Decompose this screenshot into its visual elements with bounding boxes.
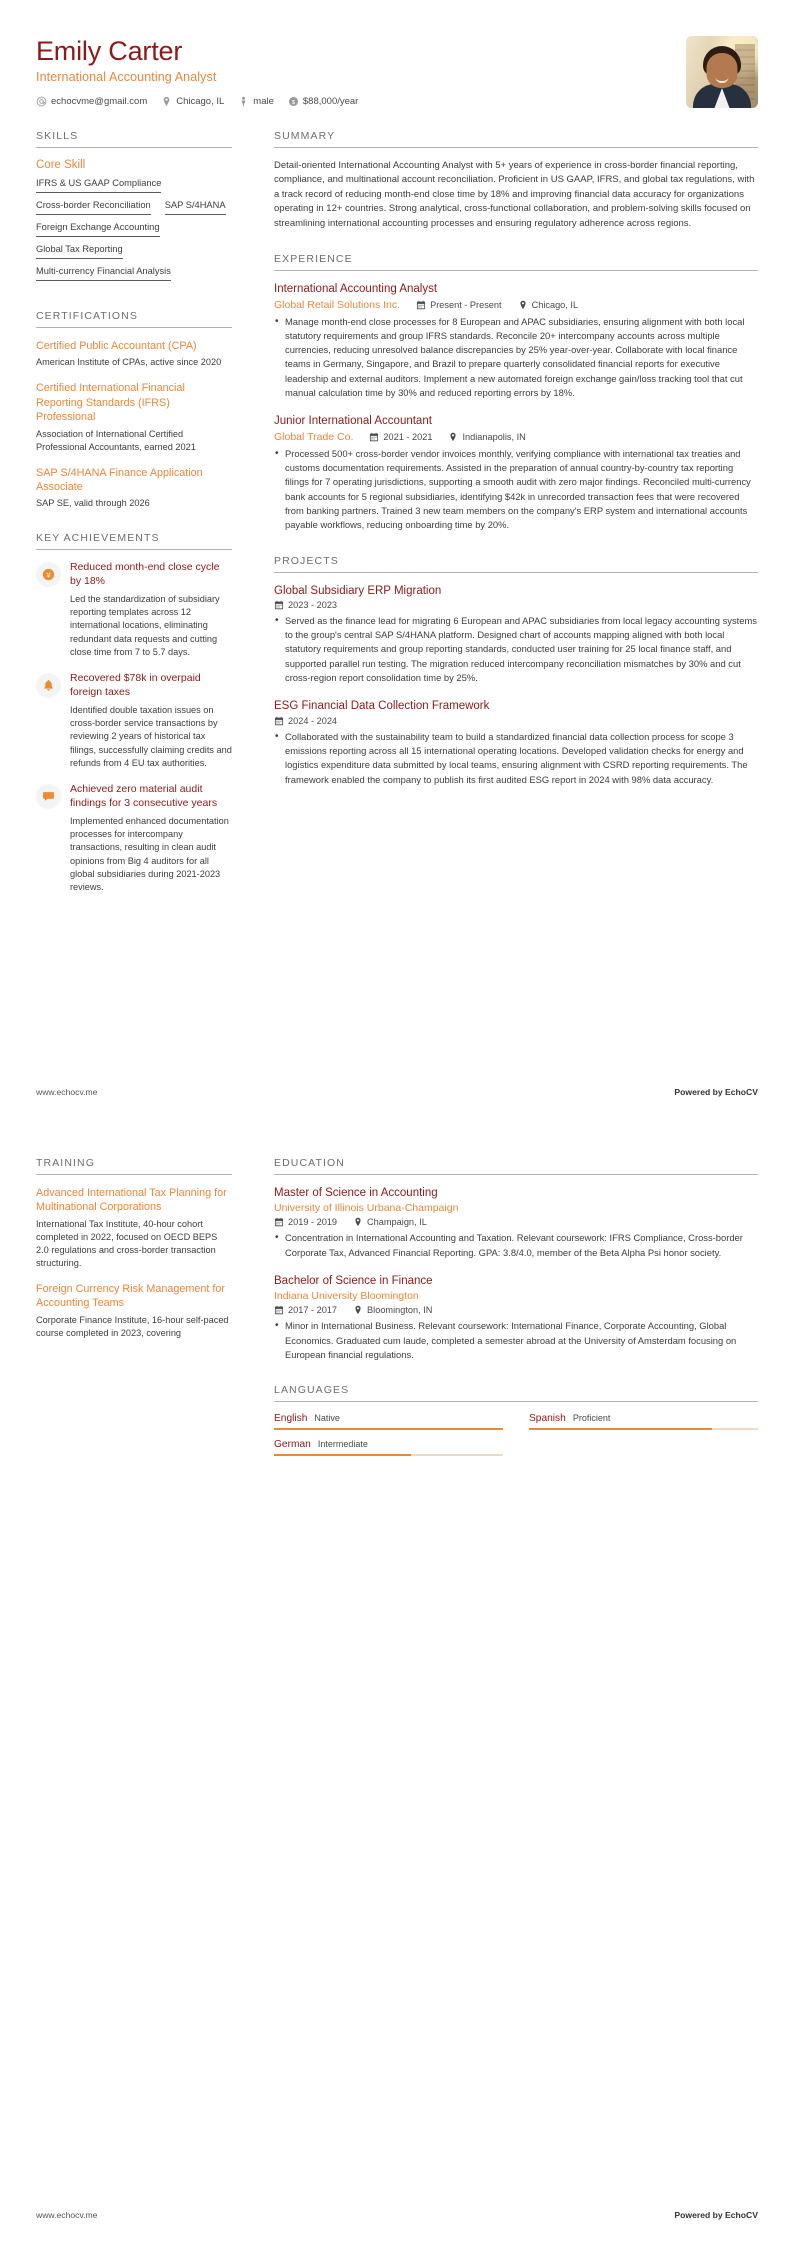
location-pin-icon xyxy=(448,432,458,442)
person-icon xyxy=(238,96,249,107)
bullet-item: • Collaborated with the sustainability team to build a standardized financial data collection process for scope 3 emissions reporting across all 15 international operating locations. Developed validation checks for energy and logistics expenditure data submitted by local teams, ensuring alignment with CSRD reporting requirements. The framework enabled the company to publish its first audited ESG report in 2024 with 98% data accuracy. xyxy=(274,730,758,787)
skill-item: Multi-currency Financial Analysis xyxy=(36,266,171,281)
section-certifications xyxy=(36,310,232,510)
project-dates-value: 2024 - 2024 xyxy=(288,715,338,726)
location-pin-icon xyxy=(161,96,172,107)
education-school: Indiana University Bloomington xyxy=(274,1290,419,1303)
location-pin-icon xyxy=(353,1217,363,1227)
certification-item xyxy=(36,381,232,453)
language-item xyxy=(274,1439,503,1456)
language-row xyxy=(529,1413,758,1424)
certification-name: Certified International Financial Reporting Standards (IFRS) Professional xyxy=(36,382,185,424)
project-bullets xyxy=(274,730,758,787)
education-dates-value: 2017 - 2017 xyxy=(288,1305,338,1316)
project-meta xyxy=(274,716,758,726)
certification-issuer: American Institute of CPAs, active since 2020 xyxy=(36,357,222,368)
page1-columns xyxy=(36,130,758,917)
achievement-body xyxy=(70,783,232,894)
project-bullets xyxy=(274,614,758,685)
page2-right-column xyxy=(248,1157,758,1478)
training-item xyxy=(36,1186,232,1270)
certification-item xyxy=(36,339,232,369)
education-location xyxy=(353,1217,427,1227)
experience-location-value: Indianapolis, IN xyxy=(462,431,526,442)
page1-left-column xyxy=(36,130,248,917)
calendar-icon xyxy=(416,300,426,310)
experience-meta xyxy=(274,299,758,311)
education-degree: Bachelor of Science in Finance xyxy=(274,1274,433,1287)
training-details: Corporate Finance Institute, 16-hour self-paced course completed in 2023, covering xyxy=(36,1314,229,1338)
education-dates xyxy=(274,1305,337,1315)
language-proficiency-bar xyxy=(529,1428,758,1430)
project-entry xyxy=(274,584,758,686)
achievement-description: Identified double taxation issues on cross-border service transactions by reviewing 2 years of historical tax filings, successfully claiming credits and refunds from 4 EU tax authorities. xyxy=(70,704,232,769)
calendar-icon xyxy=(274,1305,284,1315)
calendar-icon xyxy=(369,432,379,442)
skill-item: IFRS & US GAAP Compliance xyxy=(36,178,161,193)
training-name: Foreign Currency Risk Management for Accounting Teams xyxy=(36,1282,226,1310)
experience-organization: Global Retail Solutions Inc. xyxy=(274,298,401,311)
experience-organization: Global Trade Co. xyxy=(274,430,354,443)
skill-item: Cross-border Reconciliation xyxy=(36,200,151,215)
candidate-job-title: International Accounting Analyst xyxy=(36,70,217,85)
contact-gender xyxy=(238,96,274,107)
education-bullets xyxy=(274,1319,758,1362)
experience-bullets xyxy=(274,447,758,533)
project-dates xyxy=(274,716,337,726)
education-location xyxy=(353,1305,432,1315)
experience-location xyxy=(448,432,525,442)
language-level: Intermediate xyxy=(317,1439,368,1450)
section-projects xyxy=(274,555,758,787)
contact-location xyxy=(161,96,224,107)
section-title-projects: PROJECTS xyxy=(274,555,758,573)
language-proficiency-bar xyxy=(274,1428,503,1430)
section-title-experience: EXPERIENCE xyxy=(274,253,758,271)
language-level: Proficient xyxy=(572,1413,611,1424)
calendar-icon xyxy=(274,1217,284,1227)
education-dates-value: 2019 - 2019 xyxy=(288,1217,338,1228)
section-title-training: TRAINING xyxy=(36,1157,232,1175)
svg-text:$: $ xyxy=(291,100,296,107)
section-education xyxy=(274,1157,758,1362)
education-entry xyxy=(274,1274,758,1362)
skills-list xyxy=(36,178,232,288)
calendar-icon xyxy=(274,600,284,610)
language-name: Spanish xyxy=(529,1413,566,1425)
bullet-item: • Processed 500+ cross-border vendor invoices monthly, verifying compliance with international tax treaties and customs documentation requirements. Assisted in the preparation of annual country-by-country tax reporting filings for 7 operating jurisdictions, supporting a smooth audit with zero major findings. Reconciled multi-currency bank accounts for 5 regional subsidiaries, identifying $42k in unrecorded transaction fees that were recovered from banking partners. Trained 3 new team members on the company's ERP system and international accounts payable workflows, reducing onboarding time by 20%. xyxy=(274,447,758,533)
page1-right-column xyxy=(248,130,758,809)
comment-icon xyxy=(36,784,61,809)
footer-powered-by: Powered by EchoCV xyxy=(674,2210,758,2220)
currency-yen-icon xyxy=(36,562,61,587)
contact-location-value: Chicago, IL xyxy=(176,96,225,108)
training-name: Advanced International Tax Planning for Multinational Corporations xyxy=(36,1187,227,1214)
project-meta xyxy=(274,600,758,610)
bullet-item: • Served as the finance lead for migrating 6 European and APAC subsidiaries from local legacy accounting systems to the group's central SAP S/4HANA platform. Designed chart of accounts mapping aligned with both local statutory requirements and group reporting standards, conducted user training for 25 local finance staff, and supported parallel run testing. The migration reduced intercompany reconciliation mismatches by 30% and cut cross-region report consolidation time by 25%. xyxy=(274,614,758,685)
contact-email-value: echocvme@gmail.com xyxy=(51,96,148,108)
section-title-summary: SUMMARY xyxy=(274,130,758,148)
skills-group-label: Core Skill xyxy=(36,159,86,171)
location-pin-icon xyxy=(353,1305,363,1315)
section-languages xyxy=(274,1384,758,1456)
section-title-skills: SKILLS xyxy=(36,130,232,148)
language-item xyxy=(529,1413,758,1430)
language-row xyxy=(274,1413,503,1424)
achievement-item xyxy=(36,561,232,659)
skill-item: Foreign Exchange Accounting xyxy=(36,222,160,237)
section-skills xyxy=(36,130,232,288)
education-degree: Master of Science in Accounting xyxy=(274,1187,438,1199)
training-details: International Tax Institute, 40-hour cohort completed in 2022, focused on OECD BEPS 2.0 regulations and cross-border transaction structuring. xyxy=(36,1218,218,1268)
certification-name: Certified Public Accountant (CPA) xyxy=(36,340,197,352)
experience-bullets xyxy=(274,315,758,401)
experience-dates xyxy=(369,432,432,442)
education-school: University of Illinois Urbana-Champaign xyxy=(274,1202,459,1215)
achievement-title: Achieved zero material audit findings for 3 consecutive years xyxy=(70,783,218,810)
contact-salary-value: $88,000/year xyxy=(302,96,359,108)
achievement-body xyxy=(70,672,232,770)
achievement-description: Led the standardization of subsidiary reporting templates across 12 international locations, eliminating redundant data requests and cutting close time from 7 to 5.7 days. xyxy=(70,593,220,658)
experience-dates-value: 2021 - 2021 xyxy=(383,431,433,442)
contact-salary xyxy=(288,96,358,107)
experience-location xyxy=(518,300,578,310)
language-item xyxy=(274,1413,503,1430)
page2-left-column xyxy=(36,1157,248,1362)
contact-gender-value: male xyxy=(253,96,274,108)
experience-meta xyxy=(274,431,758,443)
language-name: English xyxy=(274,1413,308,1425)
skill-item: SAP S/4HANA xyxy=(165,200,226,215)
resume-header xyxy=(36,30,758,108)
education-location-value: Champaign, IL xyxy=(367,1217,427,1228)
project-title: ESG Financial Data Collection Framework xyxy=(274,700,490,713)
achievement-title: Recovered $78k in overpaid foreign taxes xyxy=(70,672,201,699)
experience-title: Junior International Accountant xyxy=(274,415,432,428)
summary-text: Detail-oriented International Accounting Analyst with 5+ years of experience in cross-border financial reporting, compliance, and multinational account reconciliation. Proficient in US GAAP, IFRS, and global tax regulations, with a track record of reducing month-end close time by 18% and improving financial data accuracy for organizations operating in 12+ countries. Strong analytical, cross-functional collaboration, and problem-solving skills focused on streamlining international accounting processes and ensuring regulatory adherence across regions. xyxy=(274,160,755,229)
education-meta xyxy=(274,1305,758,1315)
contact-row xyxy=(36,96,686,107)
education-bullets xyxy=(274,1231,758,1260)
svg-text:¥: ¥ xyxy=(46,570,51,580)
skill-item: Global Tax Reporting xyxy=(36,244,123,259)
avatar xyxy=(686,36,758,108)
languages-grid xyxy=(274,1413,758,1456)
page1-footer xyxy=(36,1087,758,1097)
section-title-key-achievements: KEY ACHIEVEMENTS xyxy=(36,532,232,550)
education-dates xyxy=(274,1217,337,1227)
section-experience xyxy=(274,253,758,532)
bullet-item: • Minor in International Business. Relevant coursework: International Finance, Corporate Accounting, Global Economics. Graduated cum laude, completed a semester abroad at the University of Amsterdam focusing on European financial regulations. xyxy=(274,1319,758,1362)
email-icon xyxy=(36,96,47,107)
section-training xyxy=(36,1157,232,1340)
education-meta xyxy=(274,1217,758,1227)
education-location-value: Bloomington, IN xyxy=(367,1305,433,1316)
certification-item xyxy=(36,466,232,511)
achievement-description: Implemented enhanced documentation processes for intercompany transactions, resulting in clean audit opinions from Big 4 auditors for all global subsidiaries during 2021-2023 reviews. xyxy=(70,815,229,893)
bell-icon xyxy=(36,673,61,698)
experience-entry xyxy=(274,414,758,532)
achievement-item xyxy=(36,783,232,894)
footer-powered-by: Powered by EchoCV xyxy=(674,1087,758,1097)
experience-entry xyxy=(274,282,758,400)
section-title-certifications: CERTIFICATIONS xyxy=(36,310,232,328)
header-left xyxy=(36,34,686,107)
project-entry xyxy=(274,699,758,787)
section-title-languages: LANGUAGES xyxy=(274,1384,758,1402)
bullet-item: • Concentration in International Accounting and Taxation. Relevant coursework: IFRS Compliance, Cross-border Corporate Tax, Advanced Financial Reporting. GPA: 3.8/4.0, member of the Beta Alpha Psi honor society. xyxy=(274,1231,758,1260)
achievement-item xyxy=(36,672,232,770)
section-summary xyxy=(274,130,758,231)
contact-email[interactable] xyxy=(36,96,147,107)
language-proficiency-bar xyxy=(274,1454,503,1456)
page2-columns xyxy=(36,1157,758,1478)
language-name: German xyxy=(274,1439,311,1451)
certification-issuer: Association of International Certified Professional Accountants, earned 2021 xyxy=(36,428,196,452)
footer-website[interactable]: www.echocv.me xyxy=(36,2210,98,2220)
page2-footer xyxy=(36,2210,758,2220)
achievement-body xyxy=(70,561,232,659)
achievement-title: Reduced month-end close cycle by 18% xyxy=(70,561,220,588)
candidate-name: Emily Carter xyxy=(36,36,183,66)
calendar-icon xyxy=(274,716,284,726)
experience-dates-value: Present - Present xyxy=(430,299,502,310)
project-title: Global Subsidiary ERP Migration xyxy=(274,584,442,597)
location-pin-icon xyxy=(518,300,528,310)
certification-issuer: SAP SE, valid through 2026 xyxy=(36,498,150,509)
resume-page-2 xyxy=(0,1123,794,2246)
experience-title: International Accounting Analyst xyxy=(274,283,438,296)
section-title-education: EDUCATION xyxy=(274,1157,758,1175)
education-entry xyxy=(274,1186,758,1260)
language-level: Native xyxy=(314,1413,340,1424)
project-dates-value: 2023 - 2023 xyxy=(288,599,338,610)
money-icon xyxy=(288,96,299,107)
project-dates xyxy=(274,600,337,610)
bullet-item: • Manage month-end close processes for 8 European and APAC subsidiaries, ensuring alignment with both local statutory requirements and group IFRS standards. Reconcile 20+ intercompany accounts across multiple currencies, reducing unresolved balance discrepancies by 25% year-over-year. Collaborate with local finance teams in Germany, Singapore, and Brazil to prepare quarterly consolidated financial reports for executive leadership and external auditors. Implement a new automated foreign exchange gain/loss tracking tool that cut manual calculation time by 30% and reduced reporting errors by 18%. xyxy=(274,315,758,401)
language-row xyxy=(274,1439,503,1450)
training-item xyxy=(36,1282,232,1340)
experience-location-value: Chicago, IL xyxy=(531,299,579,310)
certification-name: SAP S/4HANA Finance Application Associate xyxy=(36,466,203,493)
footer-website[interactable]: www.echocv.me xyxy=(36,1087,98,1097)
experience-dates xyxy=(416,300,502,310)
section-key-achievements xyxy=(36,532,232,894)
